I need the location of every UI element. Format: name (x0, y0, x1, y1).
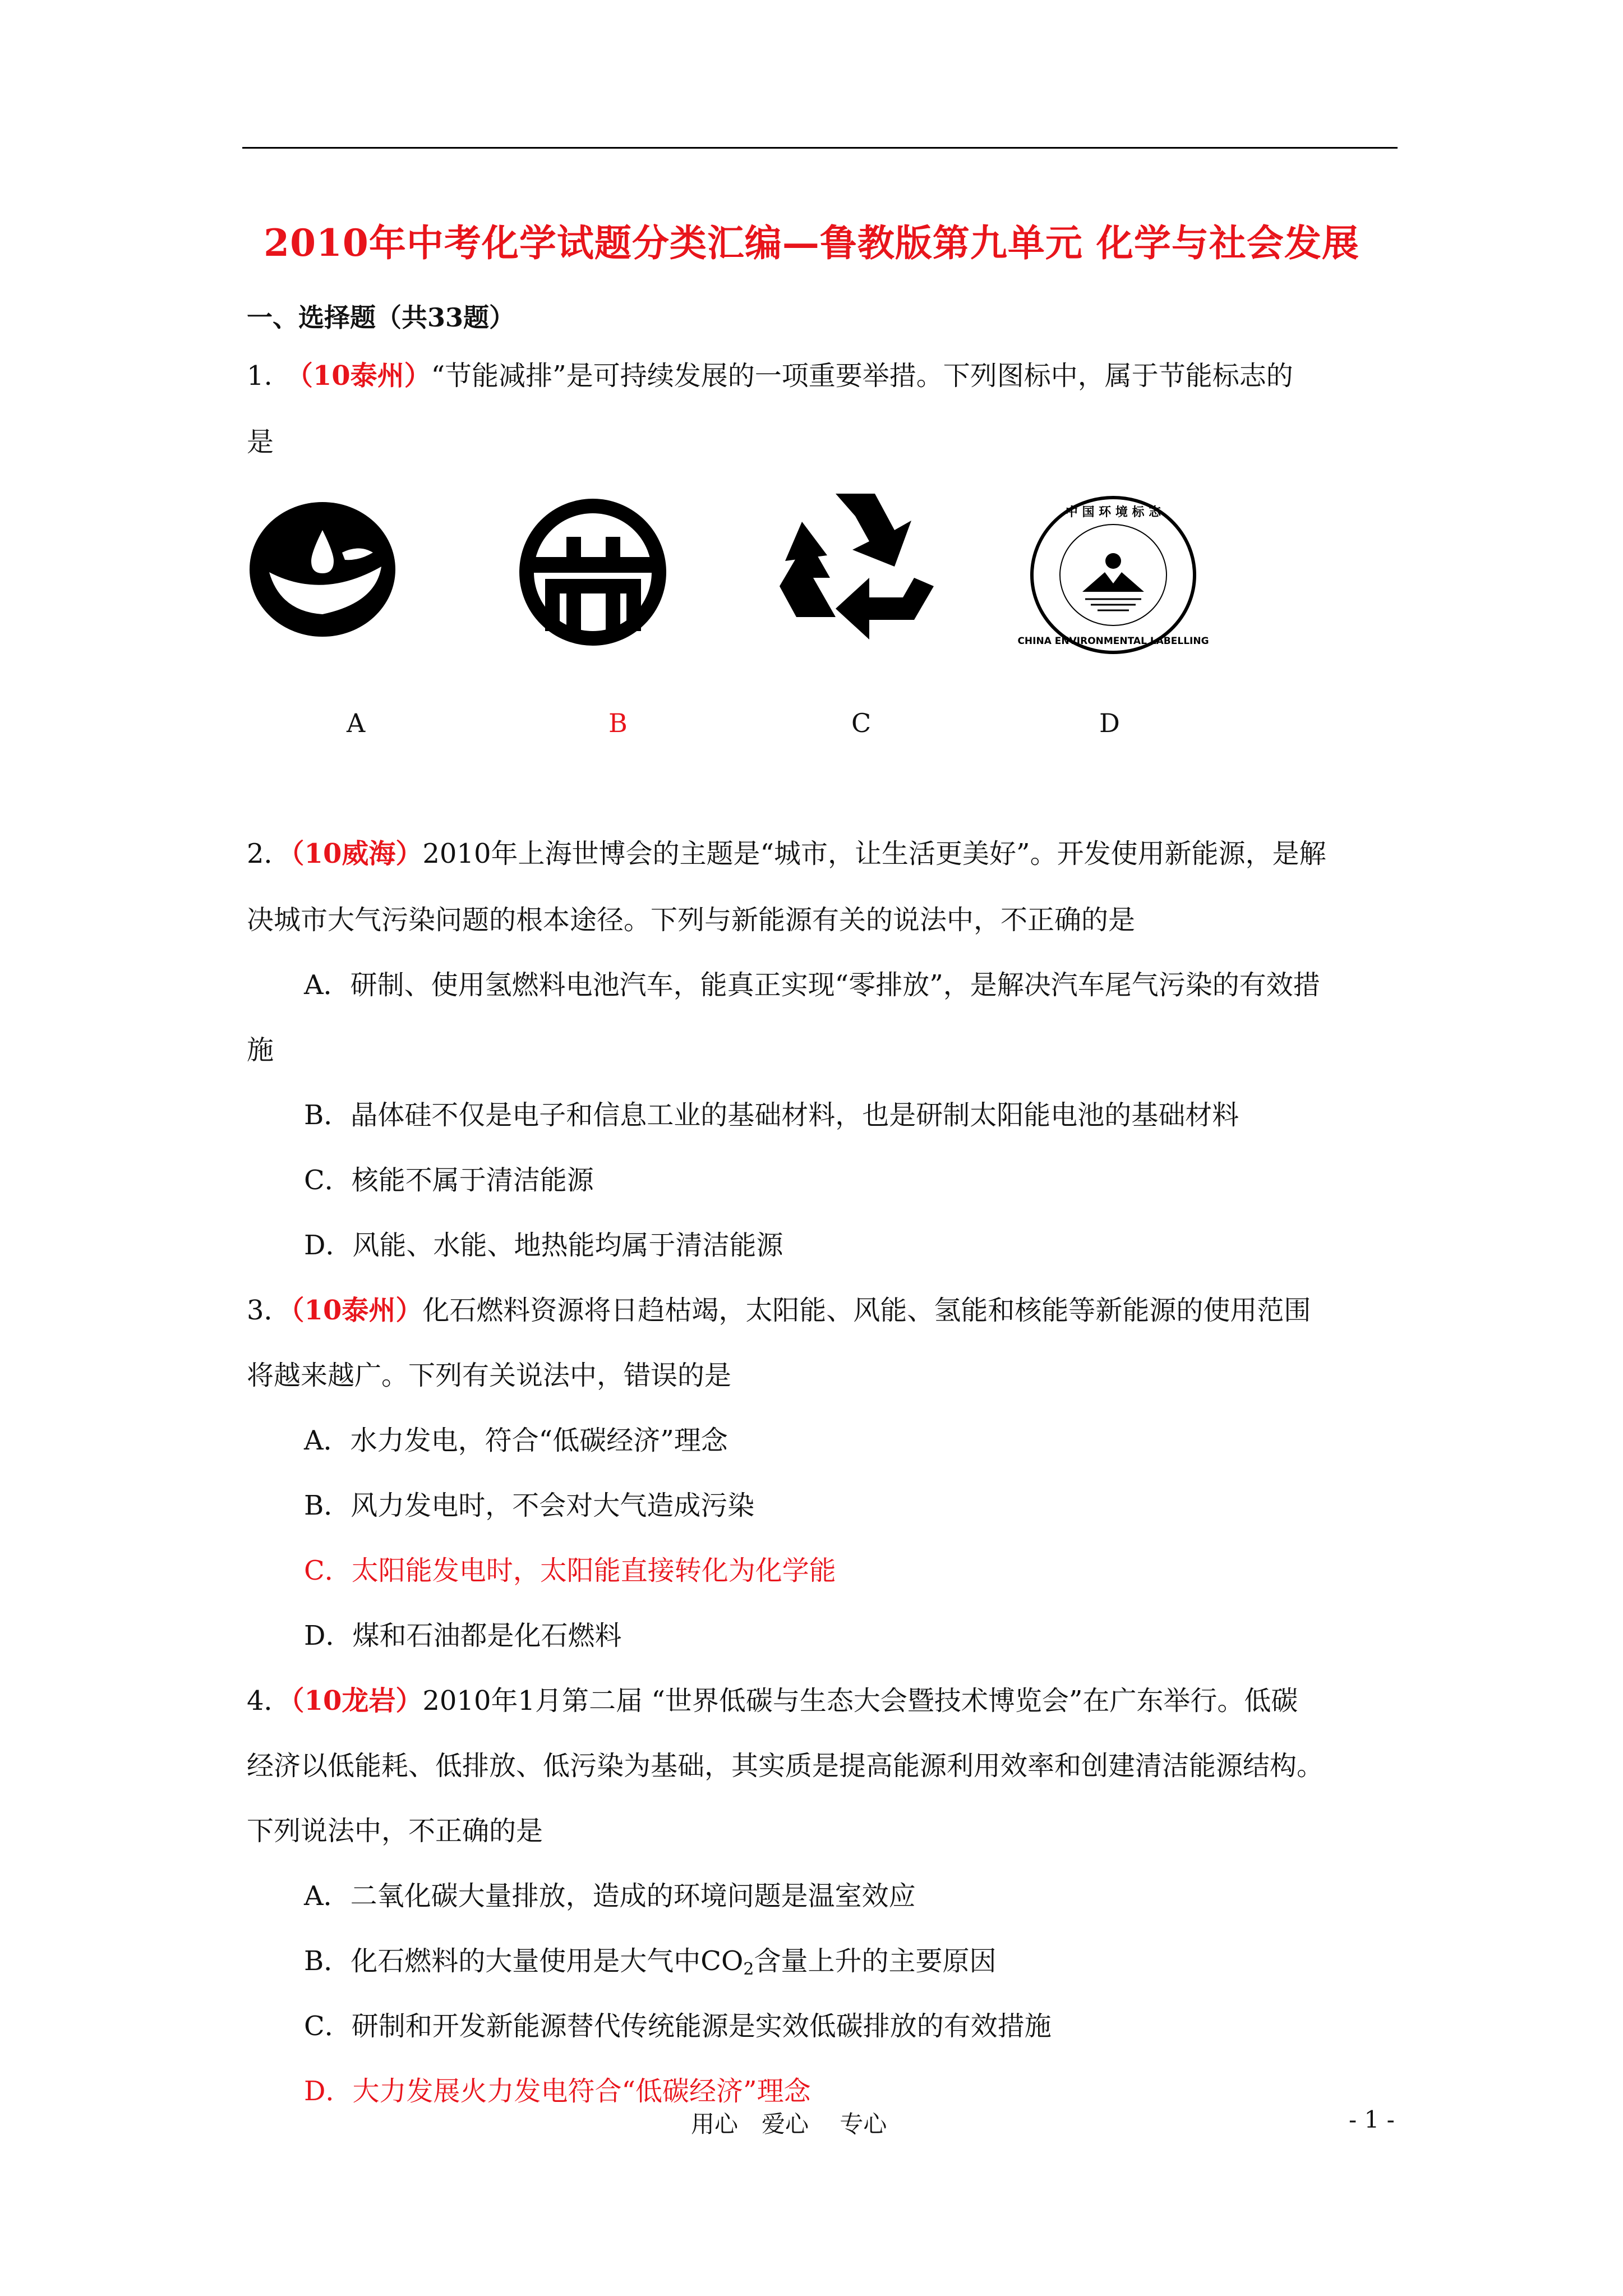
q4-option-d-answer: D．大力发展火力发电符合“低碳经济”理念 (304, 2076, 811, 2107)
footer-motto: 用心 爱心 专心 (691, 2110, 887, 2138)
q2-line1 (247, 837, 1326, 871)
q4-option-b (304, 1944, 996, 1986)
q1-number: 1. (247, 360, 299, 392)
q3-option-a: A．水力发电，符合“低碳经济”理念 (304, 1425, 728, 1456)
q2-number: 2． (247, 838, 291, 869)
q2-option-c: C．核能不属于清洁能源 (304, 1165, 594, 1196)
q4-line2: 经济以低能耗、低排放、低污染为基础，其实质是提高能源利用效率和创建清洁能源结构。 (247, 1750, 1324, 1782)
energy-saving-logo-a (247, 499, 398, 639)
document-title: 2010年中考化学试题分类汇编—鲁教版第九单元 化学与社会发展 (264, 221, 1359, 265)
q4-option-b-part1: B．化石燃料的大量使用是大气中CO (304, 1945, 744, 1977)
q1-text1: “节能减排”是可持续发展的一项重要举措。下列图标中，属于节能标志的 (431, 360, 1293, 392)
q4-option-b-subscript: 2 (743, 1959, 754, 1979)
q3-option-d: D．煤和石油都是化石燃料 (304, 1620, 622, 1651)
logo-d-en-text: CHINA ENVIRONMENTAL LABELLING (1017, 636, 1209, 647)
q4-option-c: C．研制和开发新能源替代传统能源是实效低碳排放的有效措施 (304, 2010, 1052, 2042)
q3-option-c-answer: C．太阳能发电时，太阳能直接转化为化学能 (304, 1555, 836, 1586)
option-c-label: C (851, 708, 872, 738)
china-environmental-labelling-logo-d (1017, 494, 1209, 656)
q4-line3: 下列说法中，不正确的是 (247, 1815, 543, 1847)
q4-option-a: A．二氧化碳大量排放，造成的环境问题是温室效应 (304, 1880, 916, 1912)
q3-source: （10泰州） (291, 1295, 423, 1326)
q3-text1: 化石燃料资源将日趋枯竭，太阳能、风能、氢能和核能等新能源的使用范围 (422, 1295, 1311, 1326)
q2-option-a-line2: 施 (247, 1034, 274, 1066)
q2-source: （10威海） (291, 838, 423, 869)
q2-option-b: B．晶体硅不仅是电子和信息工业的基础材料，也是研制太阳能电池的基础材料 (304, 1099, 1239, 1131)
q2-line2: 决城市大气污染问题的根本途径。下列与新能源有关的说法中，不正确的是 (247, 904, 1136, 936)
q3-number: 3． (247, 1295, 291, 1326)
q4-text1: 2010年1月第二届 “世界低碳与生态大会暨技术博览会”在广东举行。低碳 (422, 1685, 1298, 1717)
q4-number: 4． (247, 1685, 291, 1717)
q4-option-b-part2: 含量上升的主要原因 (754, 1945, 997, 1977)
section-heading: 一、选择题（共33题） (247, 302, 515, 333)
header-rule (242, 147, 1398, 149)
q1-line2: 是 (247, 426, 274, 458)
option-a-label: A (347, 708, 366, 738)
q1-source: （10泰州） (299, 360, 431, 392)
option-b-label: B (608, 708, 628, 738)
q1-line1 (247, 359, 1293, 393)
q4-line1 (247, 1684, 1298, 1718)
option-d-label: D (1099, 708, 1120, 738)
page-number: - 1 - (1349, 2106, 1395, 2133)
q2-text1: 2010年上海世博会的主题是“城市，让生活更美好”。开发使用新能源，是解 (422, 838, 1326, 869)
q2-option-d: D．风能、水能、地热能均属于清洁能源 (304, 1230, 783, 1261)
q4-source: （10龙岩） (291, 1685, 423, 1717)
q3-line2: 将越来越广。下列有关说法中，错误的是 (247, 1360, 732, 1391)
q3-line1 (247, 1294, 1311, 1327)
q2-option-a-line1: A．研制、使用氢燃料电池汽车，能真正实现“零排放”，是解决汽车尾气污染的有效措 (304, 969, 1320, 1001)
logo-d-cn-text: 中 国 环 境 标 志 (1065, 505, 1161, 519)
q3-option-b: B．风力发电时，不会对大气造成污染 (304, 1490, 755, 1521)
recycle-logo-c (774, 488, 937, 651)
energy-saving-logo-b (519, 502, 667, 642)
